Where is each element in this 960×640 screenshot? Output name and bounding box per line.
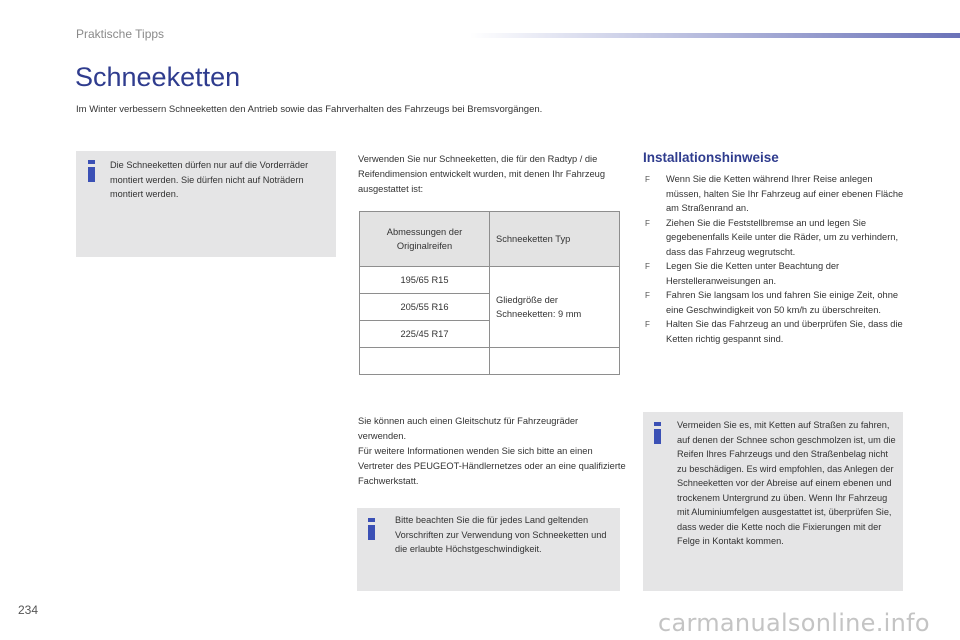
- info-text: Vermeiden Sie es, mit Ketten auf Straßen zu fahren, auf denen der Schnee schon geschmolzen ist, um die Reifen Ihres Fahrzeugs und den Straßenbelag nicht zu beschädigen. Es wird empfohlen, das Anlegen der Schneeketten vor der Abreise auf einem ebenen und trockenem Untergrund zu üben. Wenn Ihr Fahrzeug mit Aluminiumfelgen ausgestattet ist, überprüfen Sie, dass weder die Kette noch die Fixierungen mit der Felge in Kontakt kommen.: [677, 420, 896, 546]
- checkbox-marker-icon: F: [645, 262, 650, 271]
- watermark: carmanualsonline.info: [658, 609, 930, 637]
- info-text: Die Schneeketten dürfen nur auf die Vorderräder montiert werden. Sie dürfen nicht auf Noträdern montiert werden.: [110, 160, 309, 199]
- usage-paragraph: Verwenden Sie nur Schneeketten, die für den Radtyp / die Reifendimension entwickelt wurden, mit denen Ihr Fahrzeug ausgestattet ist:: [358, 154, 606, 194]
- installation-title: Installationshinweise: [643, 150, 779, 165]
- table-cell-empty: [360, 348, 490, 375]
- info-icon: [653, 422, 663, 444]
- page-title: Schneeketten: [75, 62, 241, 92]
- table-row: [360, 267, 620, 294]
- checkbox-marker-icon: F: [645, 291, 650, 300]
- table-cell-size: 205/55 R16: [360, 294, 490, 321]
- step-text: Wenn Sie die Ketten während Ihrer Reise anlegen müssen, halten Sie Ihr Fahrzeug auf einer ebenen Fläche am Straßenrand an.: [666, 174, 904, 213]
- list-item: [643, 172, 905, 216]
- info-box-front-wheels: [76, 151, 336, 257]
- info-icon: [367, 518, 377, 540]
- list-item: [643, 288, 905, 317]
- info-icon: [87, 160, 97, 182]
- checkbox-marker-icon: F: [645, 175, 650, 184]
- tire-size-table: [359, 211, 620, 375]
- table-cell-size: 195/65 R15: [360, 267, 490, 294]
- info-text: Bitte beachten Sie die für jedes Land geltenden Vorschriften zur Verwendung von Schneeketten und die erlaubte Höchstgeschwindigkeit.: [395, 515, 607, 554]
- table-header-row: [360, 212, 620, 267]
- checkbox-marker-icon: F: [645, 218, 650, 228]
- section-label: Praktische Tipps: [76, 27, 165, 41]
- table-cell-size: 225/45 R17: [360, 321, 490, 348]
- page-number: 234: [18, 603, 39, 617]
- table-cell-empty: [490, 348, 620, 375]
- step-text: Fahren Sie langsam los und fahren Sie einige Zeit, ohne eine Geschwindigkeit von 50 km/h zu überschreiten.: [666, 290, 899, 315]
- dealer-text: Für weitere Informationen wenden Sie sich bitte an einen Vertreter des PEUGEOT-Händlernetzes oder an eine qualifizierte Fachwerkstatt.: [358, 446, 626, 486]
- header-decoration-bar: [470, 33, 960, 38]
- step-text: Ziehen Sie die Feststellbremse an und legen Sie gegebenenfalls Keile unter die Räder, um zu verhindern, dass das Fahrzeug wegrutscht.: [666, 217, 899, 257]
- info-box-regulations: [357, 508, 620, 591]
- checkbox-marker-icon: F: [645, 320, 650, 329]
- list-item: [643, 259, 905, 288]
- step-text: Halten Sie das Fahrzeug an und überprüfen Sie, dass die Ketten richtig gespannt sind.: [666, 319, 903, 344]
- list-item: [643, 216, 905, 260]
- table-cell-chain-type: Gliedgröße der Schneeketten: 9 mm: [490, 267, 620, 348]
- table-header-cell: Abmessungen der Originalreifen: [360, 212, 490, 267]
- intro-text: Im Winter verbessern Schneeketten den Antrieb sowie das Fahrverhalten des Fahrzeugs bei Bremsvorgängen.: [76, 104, 543, 115]
- step-text: Legen Sie die Ketten unter Beachtung der Herstelleranweisungen an.: [666, 261, 840, 286]
- table-header-cell: Schneeketten Typ: [490, 212, 620, 267]
- table-row-empty: [360, 348, 620, 375]
- list-item: [643, 317, 905, 346]
- additional-info-paragraph: [358, 414, 626, 489]
- info-box-avoid-melted-snow: [643, 412, 903, 591]
- installation-steps-list: [643, 172, 905, 346]
- antiskid-text: Sie können auch einen Gleitschutz für Fahrzeugräder verwenden.: [358, 416, 579, 441]
